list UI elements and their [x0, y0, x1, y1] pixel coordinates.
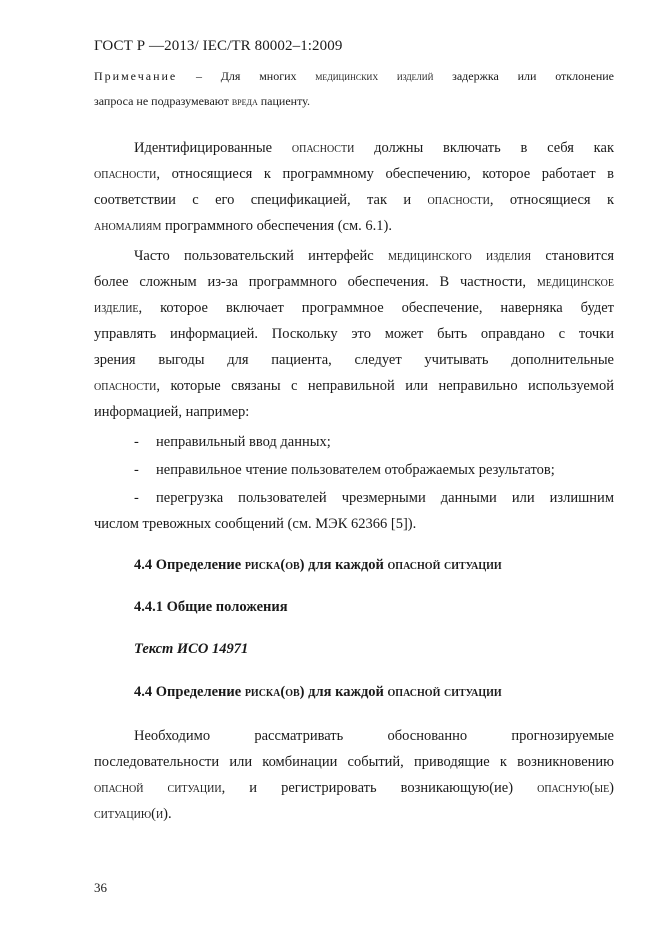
iso-section-heading-4-4: 4.4 Определение риска(ов) для каждой опасной ситуации: [134, 684, 502, 700]
section-heading-4-4: 4.4 Определение риска(ов) для каждой опасной ситуации: [134, 557, 502, 573]
note-line-1: Примечание – Для многих медицинских изделий задержка или отклонение: [94, 69, 615, 83]
note-label: Примечание: [94, 69, 178, 83]
list-item: - перегрузка пользователей чрезмерными данными или излишним: [134, 490, 614, 506]
subsection-heading-4-4-1: 4.4.1 Общие положения: [134, 599, 288, 615]
paragraph-iso-requirement: Необходимо рассматривать обоснованно прогнозируемые последовательности или комбинации событий, приводящие к возникновению опасной ситуации, и регистрировать возникающую(ие) опасную(ые) ситуацию(и).: [94, 728, 615, 822]
note: [94, 64, 614, 114]
iso-text-label: Текст ИСО 14971: [134, 641, 249, 657]
page-number: 36: [94, 880, 107, 895]
document-header: ГОСТ Р —2013/ IEC/TR 80002–1:2009: [94, 38, 343, 54]
list-item-continuation: числом тревожных сообщений (см. МЭК 62366 [5]).: [94, 516, 417, 532]
list-item: - неправильное чтение пользователем отображаемых результатов;: [134, 462, 555, 478]
paragraph-hazards: Идентифицированные опасности должны включать в себя как опасности, относящиеся к программному обеспечению, которое работает в соответствии с его спецификацией, так и опасности, относящиеся к аномалиям программного обеспечения (см. 6.1).: [94, 140, 614, 234]
paragraph-user-interface: Часто пользовательский интерфейс медицинского изделия становится более сложным из-за программного обеспечения. В частности, медицинское изделие, которое включает программное обеспечение, наверняка будет управлять информацией. Поскольку это может быть оправдано с точки зрения выгоды для пациента, следует учитывать дополнительные опасности, которые связаны с неправильной или неправильно используемой информацией, например:: [94, 248, 614, 420]
list-item: - неправильный ввод данных;: [134, 434, 331, 450]
note-line-2: запроса не подразумевают вреда пациенту.: [94, 94, 310, 108]
